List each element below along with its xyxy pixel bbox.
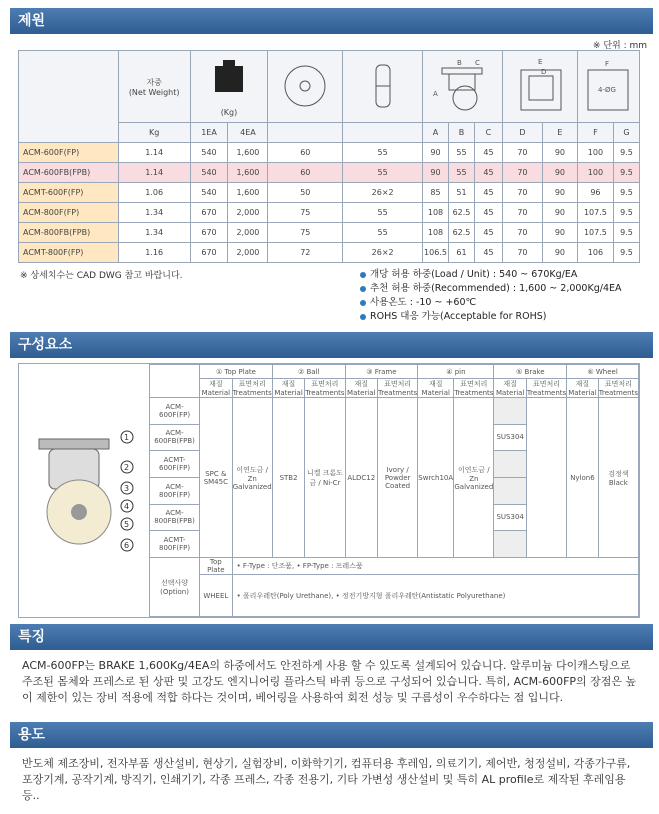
load-icon-cell: (Kg): [190, 51, 268, 123]
spec-cell: 670: [190, 223, 228, 243]
spec-cell: 2,000: [228, 223, 268, 243]
bullet-list: [360, 268, 622, 324]
spec-cell: 62.5: [449, 223, 475, 243]
spec-cell: 108: [423, 223, 449, 243]
model-cell: ACMT-800F(FP): [19, 243, 119, 263]
model-cell: ACM-800F(FP): [19, 203, 119, 223]
unit-note: ※ 단위 : mm: [592, 41, 647, 51]
svg-text:1: 1: [124, 433, 130, 442]
bullet-item: 추천 허용 하중(Recommended) : 1,600 ~ 2,000Kg/4EA: [360, 282, 622, 296]
spec-cell: 55: [449, 143, 475, 163]
spec-cell: 45: [474, 203, 502, 223]
spec-cell: 90: [423, 163, 449, 183]
bullet-item: ROHS 대응 가능(Acceptable for ROHS): [360, 310, 622, 324]
model-cell: ACM-800FB(FPB): [19, 223, 119, 243]
spec-cell: 108: [423, 203, 449, 223]
svg-text:4: 4: [124, 502, 130, 511]
wheel-front-icon-cell: [268, 51, 343, 123]
spec-cell: 60: [268, 143, 343, 163]
spec-cell: 9.5: [613, 203, 639, 223]
section-bar-features: 특징: [10, 624, 653, 650]
spec-cell: 1.14: [118, 143, 190, 163]
spec-cell: 1,600: [228, 183, 268, 203]
spec-cell: 45: [474, 223, 502, 243]
spec-cell: 90: [423, 143, 449, 163]
svg-text:2: 2: [124, 463, 130, 472]
spec-cell: 55: [343, 203, 423, 223]
spec-row: [19, 243, 640, 263]
spec-cell: 2,000: [228, 243, 268, 263]
spec-cell: 90: [542, 223, 577, 243]
top-view-d-icon-cell: [502, 51, 577, 123]
spec-cell: 60: [268, 163, 343, 183]
top-view-f-icon: [578, 56, 638, 116]
spec-cell: 55: [343, 223, 423, 243]
bullet-item: 사용온도 : -10 ~ +60℃: [360, 296, 622, 310]
spec-cell: 9.5: [613, 243, 639, 263]
svg-text:3: 3: [124, 484, 130, 493]
spec-row: [19, 183, 640, 203]
svg-text:5: 5: [124, 520, 130, 529]
spec-cell: 106.5: [423, 243, 449, 263]
spec-cell: 670: [190, 243, 228, 263]
spec-cell: 61: [449, 243, 475, 263]
spec-cell: 1,600: [228, 143, 268, 163]
spec-cell: 75: [268, 223, 343, 243]
weight-label: 자중 (Net Weight): [118, 51, 190, 123]
wheel-side-icon-cell: [343, 51, 423, 123]
spec-cell: 9.5: [613, 163, 639, 183]
spec-row: [19, 203, 640, 223]
svg-text:B: B: [457, 58, 463, 67]
spec-cell: 1.34: [118, 223, 190, 243]
spec-cell: 90: [542, 243, 577, 263]
spec-cell: 70: [502, 183, 542, 203]
section-bar-components: 구성요소: [10, 332, 653, 358]
spec-cell: 1.06: [118, 183, 190, 203]
svg-text:A: A: [433, 89, 439, 98]
caster-illustration: [19, 364, 147, 617]
spec-cell: 55: [343, 163, 423, 183]
spec-cell: 75: [268, 203, 343, 223]
spec-cell: 9.5: [613, 183, 639, 203]
wheel-front-icon: [282, 63, 328, 109]
spec-cell: 9.5: [613, 143, 639, 163]
weight-icon: [209, 56, 249, 106]
spec-cell: 45: [474, 143, 502, 163]
cad-note: ※ 상세치수는 CAD DWG 참고 바랍니다.: [20, 271, 183, 281]
spec-cell: 540: [190, 183, 228, 203]
svg-text:C: C: [475, 58, 481, 67]
top-view-f-icon-cell: [577, 51, 639, 123]
spec-cell: 670: [190, 203, 228, 223]
section-bar-spec: 제원: [10, 8, 653, 34]
top-view-d-icon: [505, 56, 575, 116]
model-cell: ACMT-600F(FP): [19, 183, 119, 203]
spec-cell: 85: [423, 183, 449, 203]
components-box: [18, 363, 640, 618]
spec-cell: 26×2: [343, 243, 423, 263]
spec-cell: 90: [542, 163, 577, 183]
spec-cell: 90: [542, 143, 577, 163]
spec-cell: 96: [577, 183, 613, 203]
spec-cell: 1,600: [228, 163, 268, 183]
spec-cell: 45: [474, 243, 502, 263]
spec-cell: 70: [502, 203, 542, 223]
features-text: ACM-600FP는 BRAKE 1,600Kg/4EA의 하중에서도 안전하게 사용 할 수 있도록 설계되어 있습니다. 알루미늄 다이캐스팅으로 주조된 몸체와 프레스로 된 상판 및 고강도 엔지니어링 플라스틱 바퀴 등으로 구성되어 있습니다. 특히, ACM-600FP의 장점은 높이 제한이 있는 장비 적용에 적합 하다는 것이며, 베어링을 사용하여 회전 성능 및 구름성이 우수하다는 점 입니다.: [22, 659, 637, 704]
spec-cell: 107.5: [577, 203, 613, 223]
spec-cell: 55: [343, 143, 423, 163]
spec-cell: 2,000: [228, 203, 268, 223]
spec-cell: 45: [474, 163, 502, 183]
components-table: ① Top Plate ② Ball ③ Frame ④ pin ⑤ Brake ⑥ Wheel 재질 Material 표면처리 Treatments 재질 Material 표면처리 Treatments 재질 Material 표면처리 Treatments 재질 Material 표면처리 Treatments 재질 Material 표면처리 Treatments 재질 Material 표면처리 Treatments ACM-600F(FP) SPC & SM45C 이연도금 / Zn Galvanized STB2 니켈 크롬도금 / Ni-Cr ALDC12 Ivory / Powder Coated Swrch10A 이연도금 / Zn Galvanized Nylon6 검정색 Black ACM-600FB(FPB) SUS304 ACMT-600F(FP) ACM-800F(FP) ACM-800FB(FPB) SUS304 ACMT-800F(FP) 선택사양 (Option) Top Plate • F-Type : 단조품, • FP-Type : 프레스품 WHEEL • 폴리우레탄(Poly Urethane), • 정전기방지형 폴리우레탄(Antistatic Polyurethane): [149, 364, 639, 617]
spec-cell: 72: [268, 243, 343, 263]
spec-row: [19, 223, 640, 243]
spec-table: 자중 (Net Weight) (Kg) B C A E D F 4-ØG Kg 1EA 4EA A B C D E F G ACM-600F(FP) 1.14 540 1,600 60 55 90 55 45 70 90 100 9.5 ACM-600FB(FPB) 1.14 540 1,600 60 55 90 55 45 70 90 100 9.5 ACMT-600F(FP) 1.06 540 1,600 50 26×2 85 51 45 70 90 96 9.5 ACM-800F(FP) 1.34 670 2,000 75 55 108 62.5 45 70 90 107.5 9.5 ACM-800FB(FPB) 1.34 670 2,000 75 55 108 62.5 45 70 90 107.5 9.5 ACMT-800F(FP) 1.16 670 2,000 72 26×2 106.5 61 45 70 90 106 9.5: [18, 50, 640, 263]
spec-cell: 100: [577, 143, 613, 163]
model-cell: ACM-600F(FP): [19, 143, 119, 163]
spec-cell: 50: [268, 183, 343, 203]
svg-text:E: E: [537, 57, 543, 66]
spec-cell: 45: [474, 183, 502, 203]
spec-cell: 9.5: [613, 223, 639, 243]
spec-cell: 26×2: [343, 183, 423, 203]
spec-cell: 1.14: [118, 163, 190, 183]
side-view-icon: [427, 56, 497, 116]
spec-cell: 540: [190, 143, 228, 163]
model-cell: ACM-600FB(FPB): [19, 163, 119, 183]
spec-cell: 1.34: [118, 203, 190, 223]
spec-cell: 106: [577, 243, 613, 263]
section-bar-usage: 용도: [10, 722, 653, 748]
spec-cell: 100: [577, 163, 613, 183]
spec-cell: 62.5: [449, 203, 475, 223]
bullet-item: 개당 허용 하중(Load / Unit) : 540 ~ 670Kg/EA: [360, 268, 622, 282]
spec-cell: 90: [542, 183, 577, 203]
spec-cell: 70: [502, 243, 542, 263]
spec-cell: 70: [502, 223, 542, 243]
spec-cell: 51: [449, 183, 475, 203]
spec-row: [19, 143, 640, 163]
spec-cell: 70: [502, 163, 542, 183]
svg-text:4-ØG: 4-ØG: [598, 85, 617, 94]
spec-cell: 70: [502, 143, 542, 163]
svg-text:6: 6: [124, 541, 130, 550]
spec-cell: 55: [449, 163, 475, 183]
spec-row: [19, 163, 640, 183]
side-view-icon-cell: [423, 51, 503, 123]
spec-corner: [19, 51, 119, 143]
usage-text: 반도체 제조장비, 전자부품 생산설비, 현상기, 실험장비, 이화학기기, 컴퓨터용 후레임, 의료기기, 제어반, 청정설비, 각종가구류, 포장기계, 공작기계, 방직기, 인쇄기기, 각종 프레스, 각종 전용기, 기타 가변성 생산설비 및 특히 AL profile로 제작된 후레임용 등..: [22, 757, 631, 802]
wheel-side-icon: [368, 61, 398, 111]
spec-cell: 1.16: [118, 243, 190, 263]
svg-text:F: F: [605, 59, 610, 68]
spec-cell: 540: [190, 163, 228, 183]
spec-cell: 107.5: [577, 223, 613, 243]
svg-text:D: D: [540, 67, 547, 76]
spec-cell: 90: [542, 203, 577, 223]
